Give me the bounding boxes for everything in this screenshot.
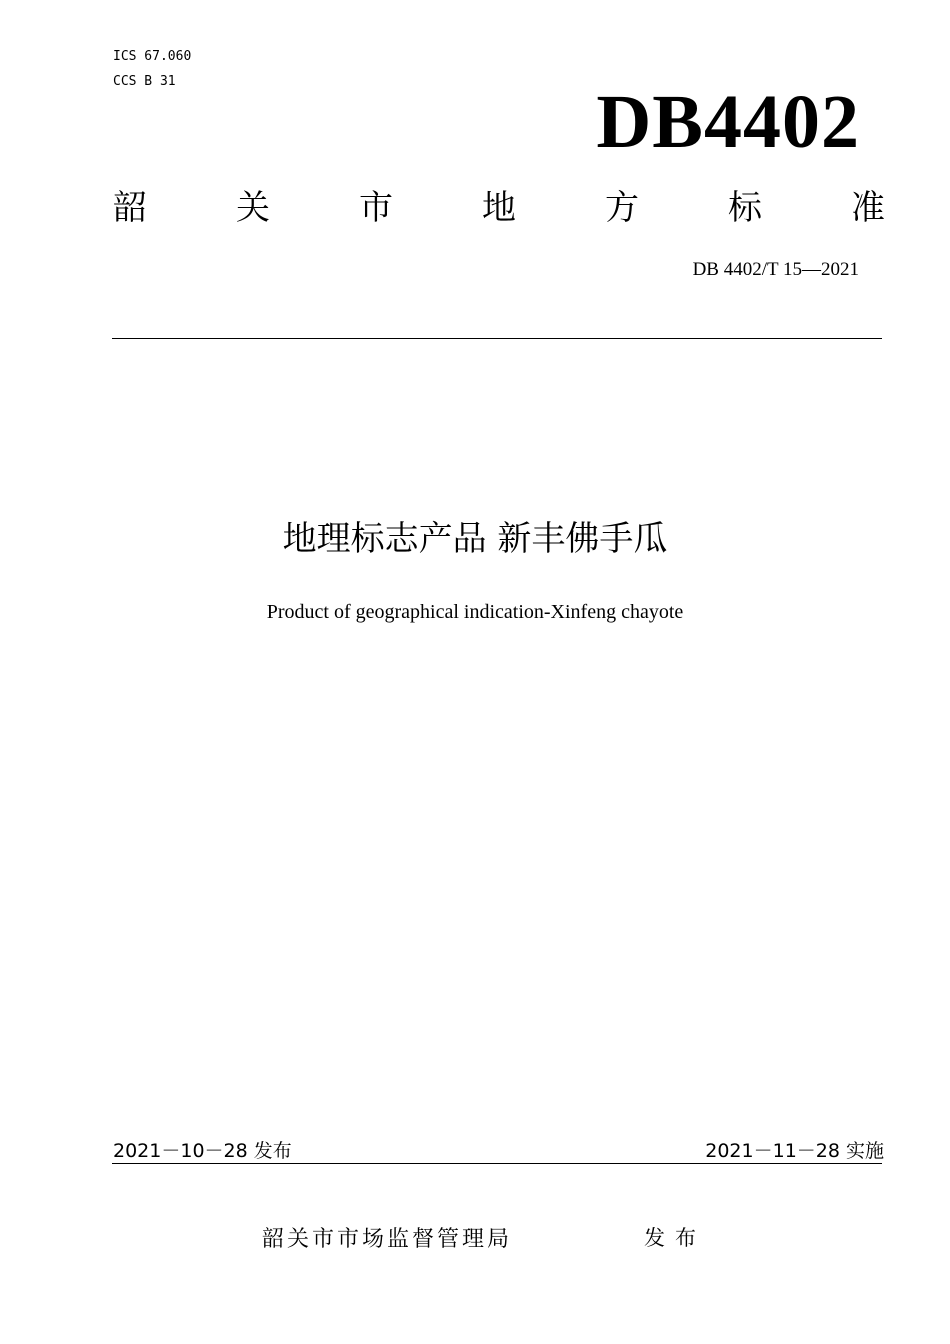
- document-title-chinese: 地理标志产品 新丰佛手瓜: [282, 519, 668, 559]
- issuing-authority: 韶关市市场监督管理局: [262, 1227, 513, 1252]
- standard-type-char: 标: [728, 188, 762, 228]
- header-divider: [112, 338, 882, 339]
- standard-code-mark: DB4402: [596, 80, 860, 164]
- standard-number: DB 4402/T 15—2021: [692, 259, 859, 280]
- ics-code: ICS 67.060: [113, 49, 192, 64]
- footer-divider: [112, 1163, 882, 1164]
- document-title-english: Product of geographical indication-Xinfeng chayote: [266, 601, 684, 623]
- standard-type-char: 地: [482, 188, 516, 228]
- standard-type-char: 准: [851, 188, 885, 228]
- implementation-date: 2021－11－28 实施: [705, 1140, 884, 1162]
- ccs-code: CCS B 31: [113, 74, 176, 89]
- standard-type-char: 方: [605, 188, 639, 228]
- standard-type-char: 关: [236, 188, 270, 228]
- standard-type-char: 市: [359, 188, 393, 228]
- release-date: 2021－10－28 发布: [113, 1140, 292, 1162]
- issued-label: 发布: [644, 1226, 706, 1250]
- standard-type-char: 韶: [113, 188, 147, 228]
- standard-type-title: [113, 186, 885, 230]
